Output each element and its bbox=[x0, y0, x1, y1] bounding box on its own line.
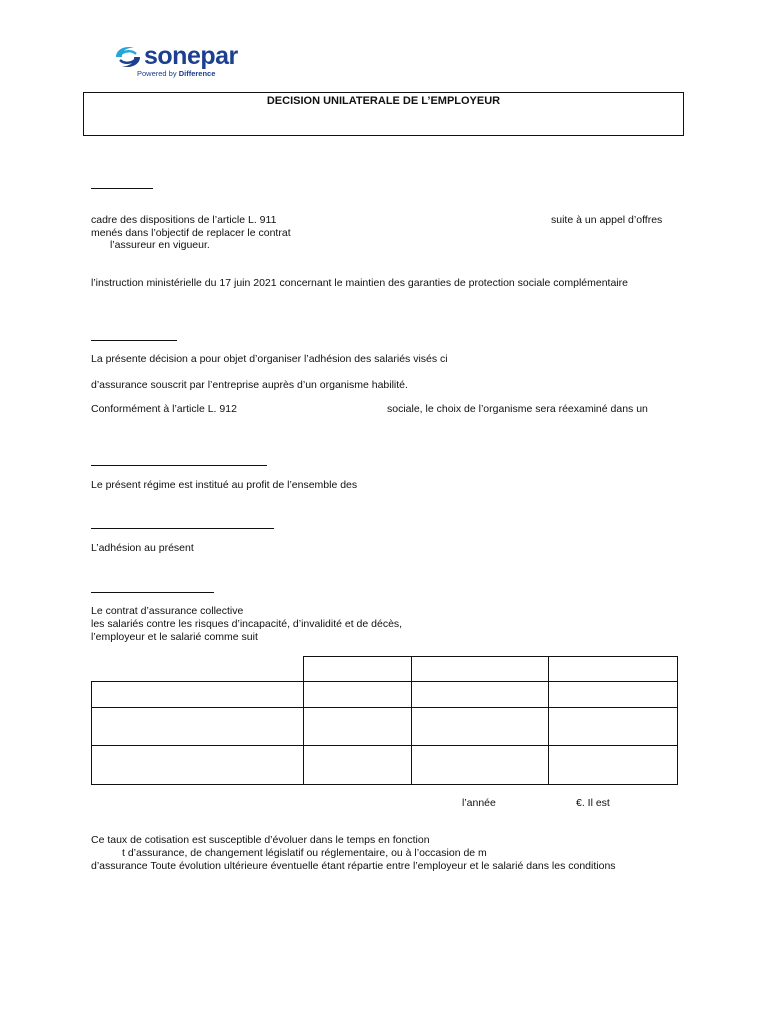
table-cell bbox=[412, 746, 549, 785]
table-row bbox=[92, 657, 678, 682]
table-cell bbox=[304, 708, 412, 746]
section-heading-rule-3 bbox=[91, 465, 267, 466]
section6-line1: Ce taux de cotisation est susceptible d’évoluer dans le temps en fonction bbox=[91, 834, 430, 846]
logo-tagline-prefix: Powered by bbox=[137, 69, 179, 78]
section1-line2: menés dans l’objectif de replacer le contrat bbox=[91, 227, 291, 239]
contribution-table bbox=[91, 656, 678, 785]
logo-tagline-emphasis: Difference bbox=[178, 69, 216, 78]
logo-tagline bbox=[137, 69, 215, 78]
table-row bbox=[92, 682, 678, 708]
table-cell bbox=[412, 657, 549, 682]
section2-line3-right: sociale, le choix de l’organisme sera réexaminé dans un bbox=[387, 403, 648, 415]
table-row bbox=[92, 708, 678, 746]
table-cell bbox=[412, 682, 549, 708]
sonepar-logo bbox=[112, 40, 262, 82]
section-heading-rule-4 bbox=[91, 528, 274, 529]
section1-line3: l’assureur en vigueur. bbox=[110, 239, 210, 251]
title-box bbox=[83, 92, 684, 136]
section2-line1: La présente décision a pour objet d’organiser l’adhésion des salariés visés ci bbox=[91, 353, 448, 365]
section1-line4: l’instruction ministérielle du 17 juin 2021 concernant le maintien des garanties de protection sociale complémentaire bbox=[91, 277, 628, 289]
section5-line2: les salariés contre les risques d’incapacité, d’invalidité et de décès, bbox=[91, 618, 403, 630]
table-cell bbox=[92, 708, 304, 746]
table-row bbox=[92, 746, 678, 785]
table-cell bbox=[304, 657, 412, 682]
section-heading-rule-1 bbox=[91, 188, 153, 189]
table-cell bbox=[92, 746, 304, 785]
table-cell bbox=[412, 708, 549, 746]
table-cell bbox=[549, 682, 678, 708]
section5-line3: l’employeur et le salarié comme suit bbox=[91, 631, 258, 643]
section-heading-rule-2 bbox=[91, 340, 177, 341]
euro-text: €. Il est bbox=[576, 797, 610, 809]
table-cell bbox=[549, 657, 678, 682]
table-cell bbox=[304, 682, 412, 708]
section1-line1-left: cadre des dispositions de l’article L. 911 bbox=[91, 214, 277, 226]
table-cell bbox=[92, 682, 304, 708]
section-heading-rule-5 bbox=[91, 592, 214, 593]
logo-brand-text: sonepar bbox=[144, 42, 238, 70]
section3-line1: Le présent régime est institué au profit de l’ensemble des bbox=[91, 479, 358, 491]
table-cell bbox=[549, 746, 678, 785]
section2-line3-left: Conformément à l’article L. 912 bbox=[91, 403, 237, 415]
section2-line2: d’assurance souscrit par l’entreprise auprès d’un organisme habilité. bbox=[91, 379, 408, 391]
section6-line3: d’assurance Toute évolution ultérieure éventuelle étant répartie entre l’employeur et le salarié dans les conditions bbox=[91, 860, 616, 872]
document-title: DECISION UNILATERALE DE L’EMPLOYEUR bbox=[266, 95, 501, 107]
section6-line2: t d’assurance, de changement législatif ou réglementaire, ou à l’occasion de m bbox=[122, 847, 487, 859]
section1-line1-right: suite à un appel d’offres bbox=[551, 214, 663, 226]
section4-line1: L’adhésion au présent bbox=[91, 542, 194, 554]
table-cell bbox=[549, 708, 678, 746]
table-cell bbox=[92, 657, 304, 682]
annee-text: l’année bbox=[462, 797, 496, 809]
table-cell bbox=[304, 746, 412, 785]
section5-line1: Le contrat d’assurance collective bbox=[91, 605, 244, 617]
